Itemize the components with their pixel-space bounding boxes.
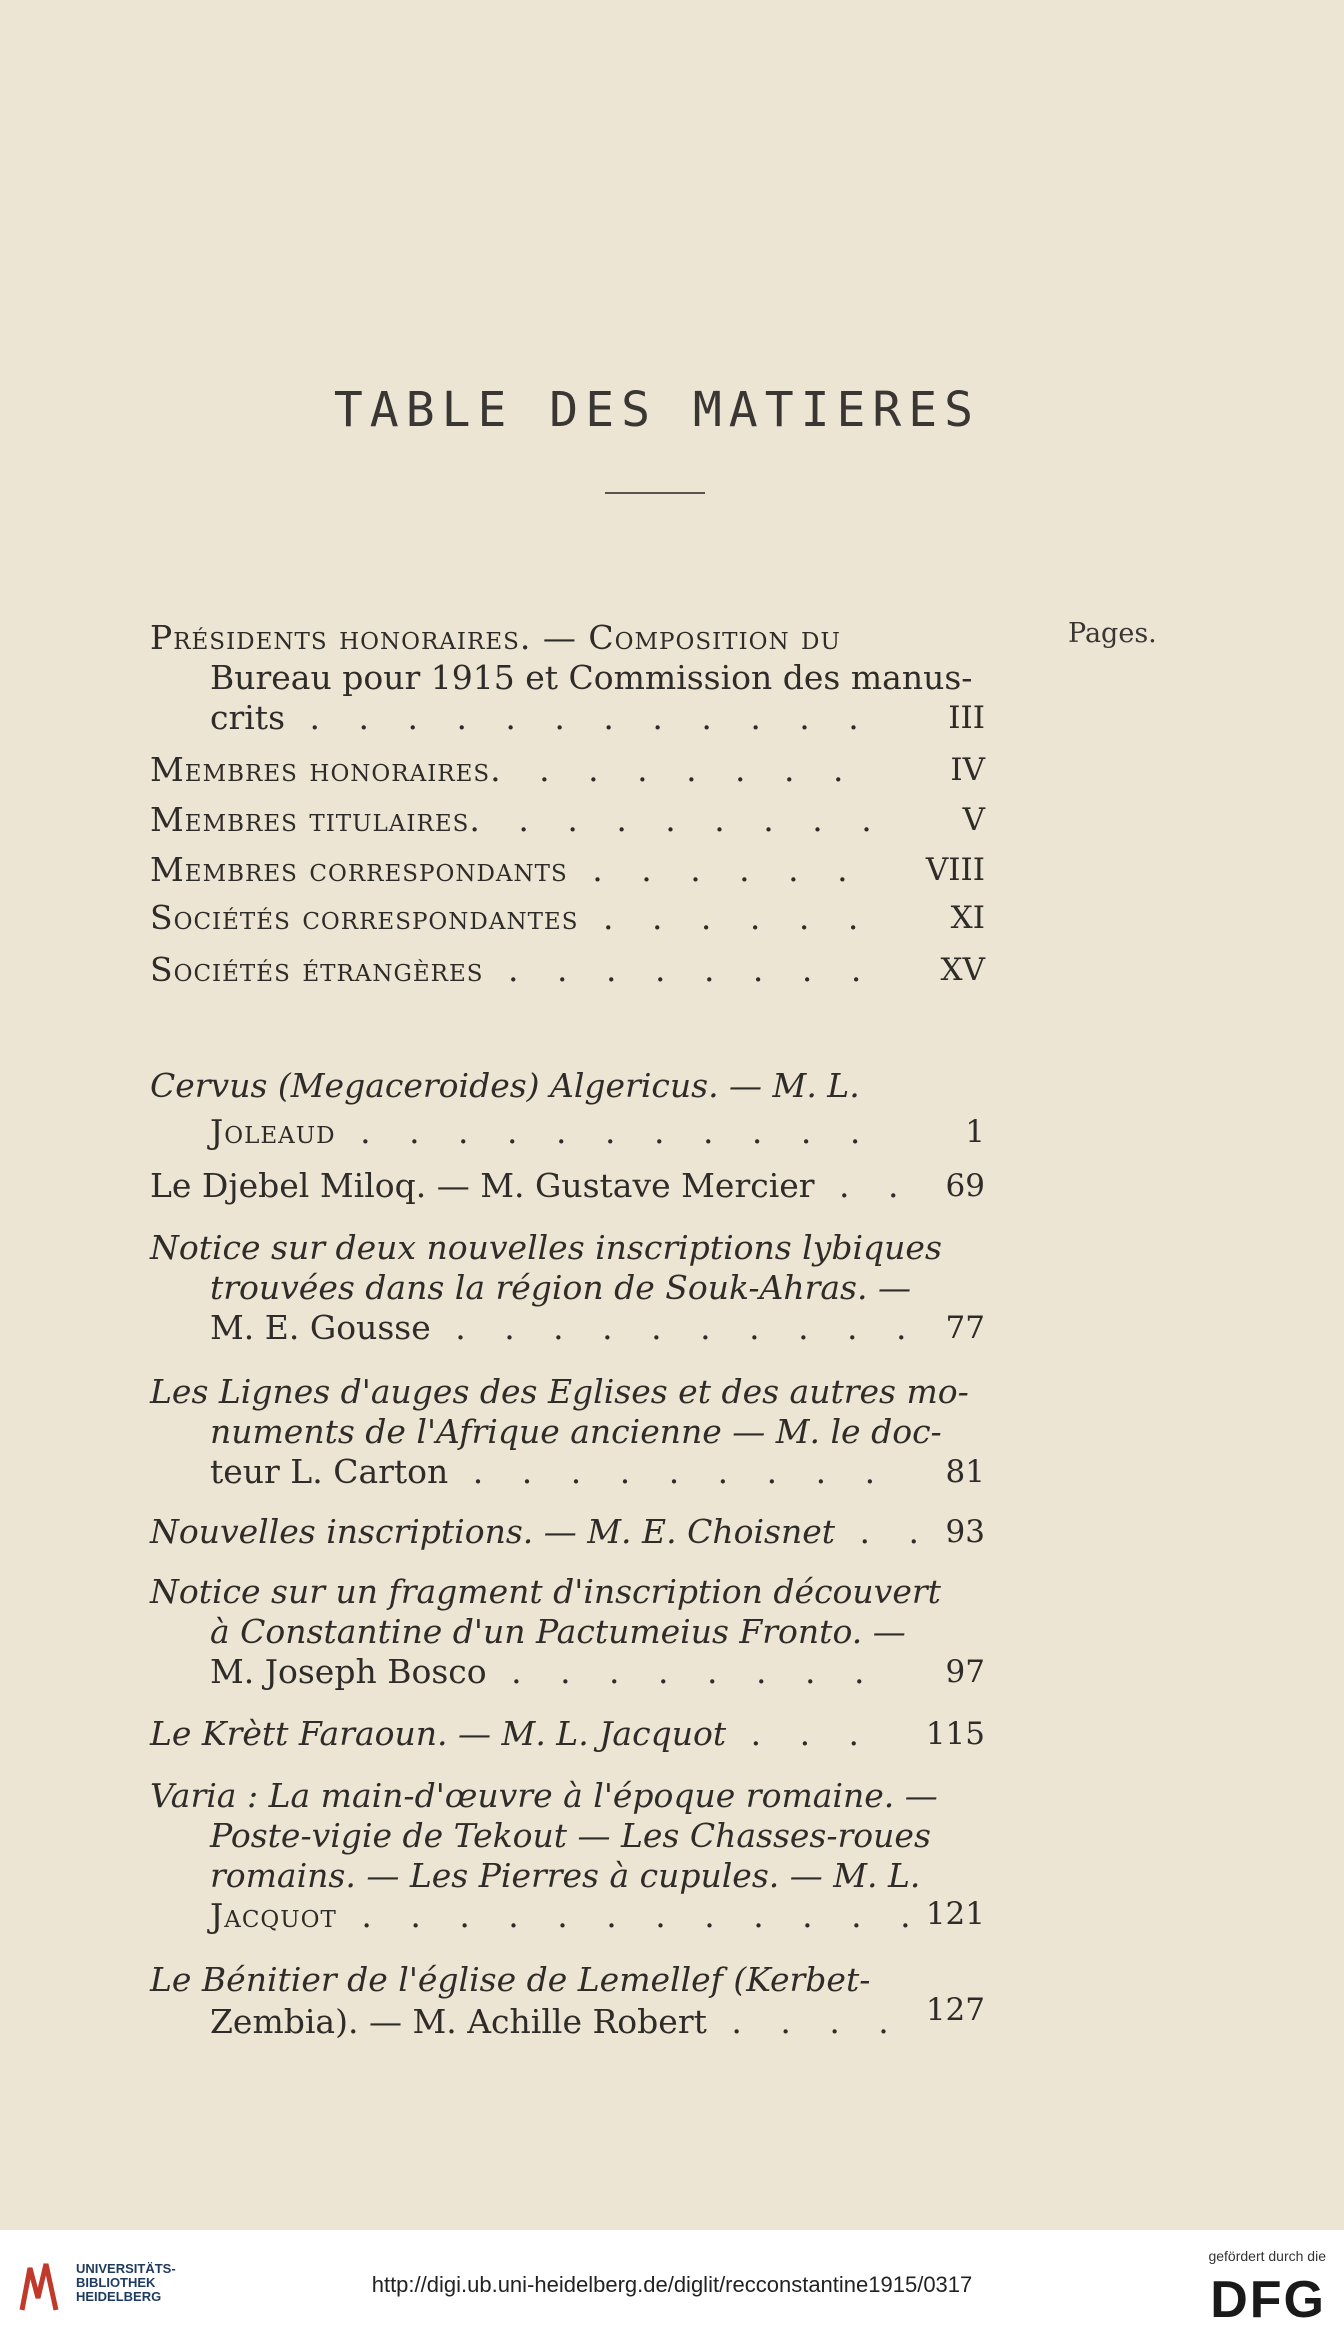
- toc-entry: Notice sur deux nouvelles inscriptions lybiques trouvées dans la région de Souk-Ahras. — M. E. Gousse . . . . . . . . . . 77: [150, 1228, 985, 1347]
- footer-bar: [0, 2230, 1344, 2347]
- toc-entry-text: romains. — Les Pierres à cupules. — M. L.: [210, 1856, 921, 1895]
- toc-entry-text: Notice sur un fragment d'inscription découvert: [150, 1572, 941, 1611]
- toc-page-number: V: [962, 802, 985, 838]
- toc-entry-text: Varia : La main-d'œuvre à l'époque romaine. —: [150, 1776, 938, 1815]
- title-rule: [605, 492, 705, 494]
- toc-page-number: VIII: [925, 852, 985, 888]
- source-url[interactable]: http://digi.ub.uni-heidelberg.de/diglit/recconstantine1915/0317: [371, 2272, 973, 2297]
- toc-entry-text: Le Djebel Miloq. — M. Gustave Mercier: [150, 1166, 815, 1205]
- toc-entry-text: Poste-vigie de Tekout — Les Chasses-roues: [210, 1816, 931, 1855]
- toc-entry: Cervus (Megaceroides) Algericus. — M. L. Joleaud . . . . . . . . . . . 1: [150, 1066, 985, 1151]
- toc-entry-text: Jacquot: [210, 1896, 337, 1935]
- toc-entry-text: Cervus (Megaceroides) Algericus. — M. L.: [150, 1066, 860, 1105]
- toc-entry-text: trouvées dans la région de Souk-Ahras. —: [210, 1268, 911, 1307]
- toc-entry: Notice sur un fragment d'inscription découvert à Constantine d'un Pactumeius Fronto. — M. Joseph Bosco . . . . . . . . 97: [150, 1572, 985, 1691]
- funder-label: gefördert durch die: [1208, 2248, 1326, 2264]
- toc-page-number: III: [948, 700, 985, 736]
- pages-column-label: Pages.: [1068, 618, 1157, 649]
- toc-entry: Membres correspondants . . . . . . VIII: [150, 850, 985, 889]
- toc-entry: Les Lignes d'auges des Eglises et des autres mo- numents de l'Afrique ancienne — M. le doc- teur L. Carton . . . . . . . . . 81: [150, 1372, 985, 1491]
- page-title: TABLE DES MATIERES: [333, 382, 981, 438]
- toc-entry: Nouvelles inscriptions. — M. E. Choisnet . . 93: [150, 1512, 985, 1551]
- toc-page-number: 115: [925, 1716, 985, 1752]
- toc-entry: Membres titulaires. . . . . . . . . V: [150, 800, 985, 839]
- toc-entry: Sociétés étrangères . . . . . . . . XV: [150, 950, 985, 989]
- toc-entry: Varia : La main-d'œuvre à l'époque romaine. — Poste-vigie de Tekout — Les Chasses-roues romains. — Les Pierres à cupules. — M. L. Jacquot . . . . . . . . . . . . 121: [150, 1776, 985, 1935]
- toc-page-number: IV: [950, 752, 985, 788]
- toc-entry-text: M. E. Gousse: [210, 1308, 431, 1347]
- toc-entry-text: numents de l'Afrique ancienne — M. le doc-: [210, 1412, 942, 1451]
- toc-entry-text: teur L. Carton: [210, 1452, 449, 1491]
- toc-page-number: 81: [945, 1454, 985, 1490]
- dfg-logo: DFG: [1210, 2271, 1326, 2329]
- toc-entry: Membres honoraires. . . . . . . . IV: [150, 750, 985, 789]
- toc-entry-text: Le Krètt Faraoun. — M. L. Jacquot: [150, 1714, 727, 1753]
- library-name: UNIVERSITÄTS- BIBLIOTHEK HEIDELBERG: [76, 2261, 176, 2304]
- toc-page-number: 77: [945, 1310, 985, 1346]
- toc-entry-text: à Constantine d'un Pactumeius Fronto. —: [210, 1612, 906, 1651]
- toc-entry-text: M. Joseph Bosco: [210, 1652, 487, 1691]
- toc-entry-text: Bureau pour 1915 et Commission des manus-: [210, 658, 973, 697]
- toc-entry-text: Zembia). — M. Achille Robert: [210, 2002, 707, 2041]
- toc-entry: Le Djebel Miloq. — M. Gustave Mercier . . 69: [150, 1166, 985, 1205]
- toc-entry-text: Joleaud: [210, 1112, 336, 1151]
- toc-page-number: 93: [945, 1514, 985, 1550]
- toc-page-number: XI: [950, 900, 985, 936]
- toc-entry-text: Sociétés correspondantes: [150, 898, 579, 937]
- toc-entry-text: Nouvelles inscriptions. — M. E. Choisnet: [150, 1512, 835, 1551]
- toc-entry: Le Bénitier de l'église de Lemellef (Kerbet- Zembia). — M. Achille Robert . . . . 127: [150, 1960, 985, 2041]
- toc-entry-text: Les Lignes d'auges des Eglises et des autres mo-: [150, 1372, 969, 1411]
- toc-page-number: 69: [945, 1168, 985, 1204]
- toc-entry-text: crits: [210, 698, 286, 737]
- toc-page-number: 97: [945, 1654, 985, 1690]
- toc-entry-text: Notice sur deux nouvelles inscriptions lybiques: [150, 1228, 942, 1267]
- toc-entry-text: Présidents honoraires. — Composition du: [150, 618, 841, 657]
- toc-page-number: 127: [925, 1992, 985, 2028]
- toc-entry: Le Krètt Faraoun. — M. L. Jacquot . . . 115: [150, 1714, 985, 1753]
- toc-entry-text: Membres titulaires: [150, 800, 470, 839]
- toc-entry: Présidents honoraires. — Composition du Bureau pour 1915 et Commission des manus- crits . . . . . . . . . . . . III: [150, 618, 985, 737]
- toc-entry-text: Sociétés étrangères: [150, 950, 484, 989]
- toc-page-number: XV: [940, 952, 985, 988]
- toc-entry-text: Membres correspondants: [150, 850, 568, 889]
- toc-page-number: 121: [925, 1896, 985, 1932]
- toc-page-number: 1: [965, 1114, 985, 1150]
- toc-entry-text: Membres honoraires: [150, 750, 491, 789]
- toc-entry-text: Le Bénitier de l'église de Lemellef (Kerbet-: [150, 1960, 871, 1999]
- toc-entry: Sociétés correspondantes . . . . . . XI: [150, 898, 985, 937]
